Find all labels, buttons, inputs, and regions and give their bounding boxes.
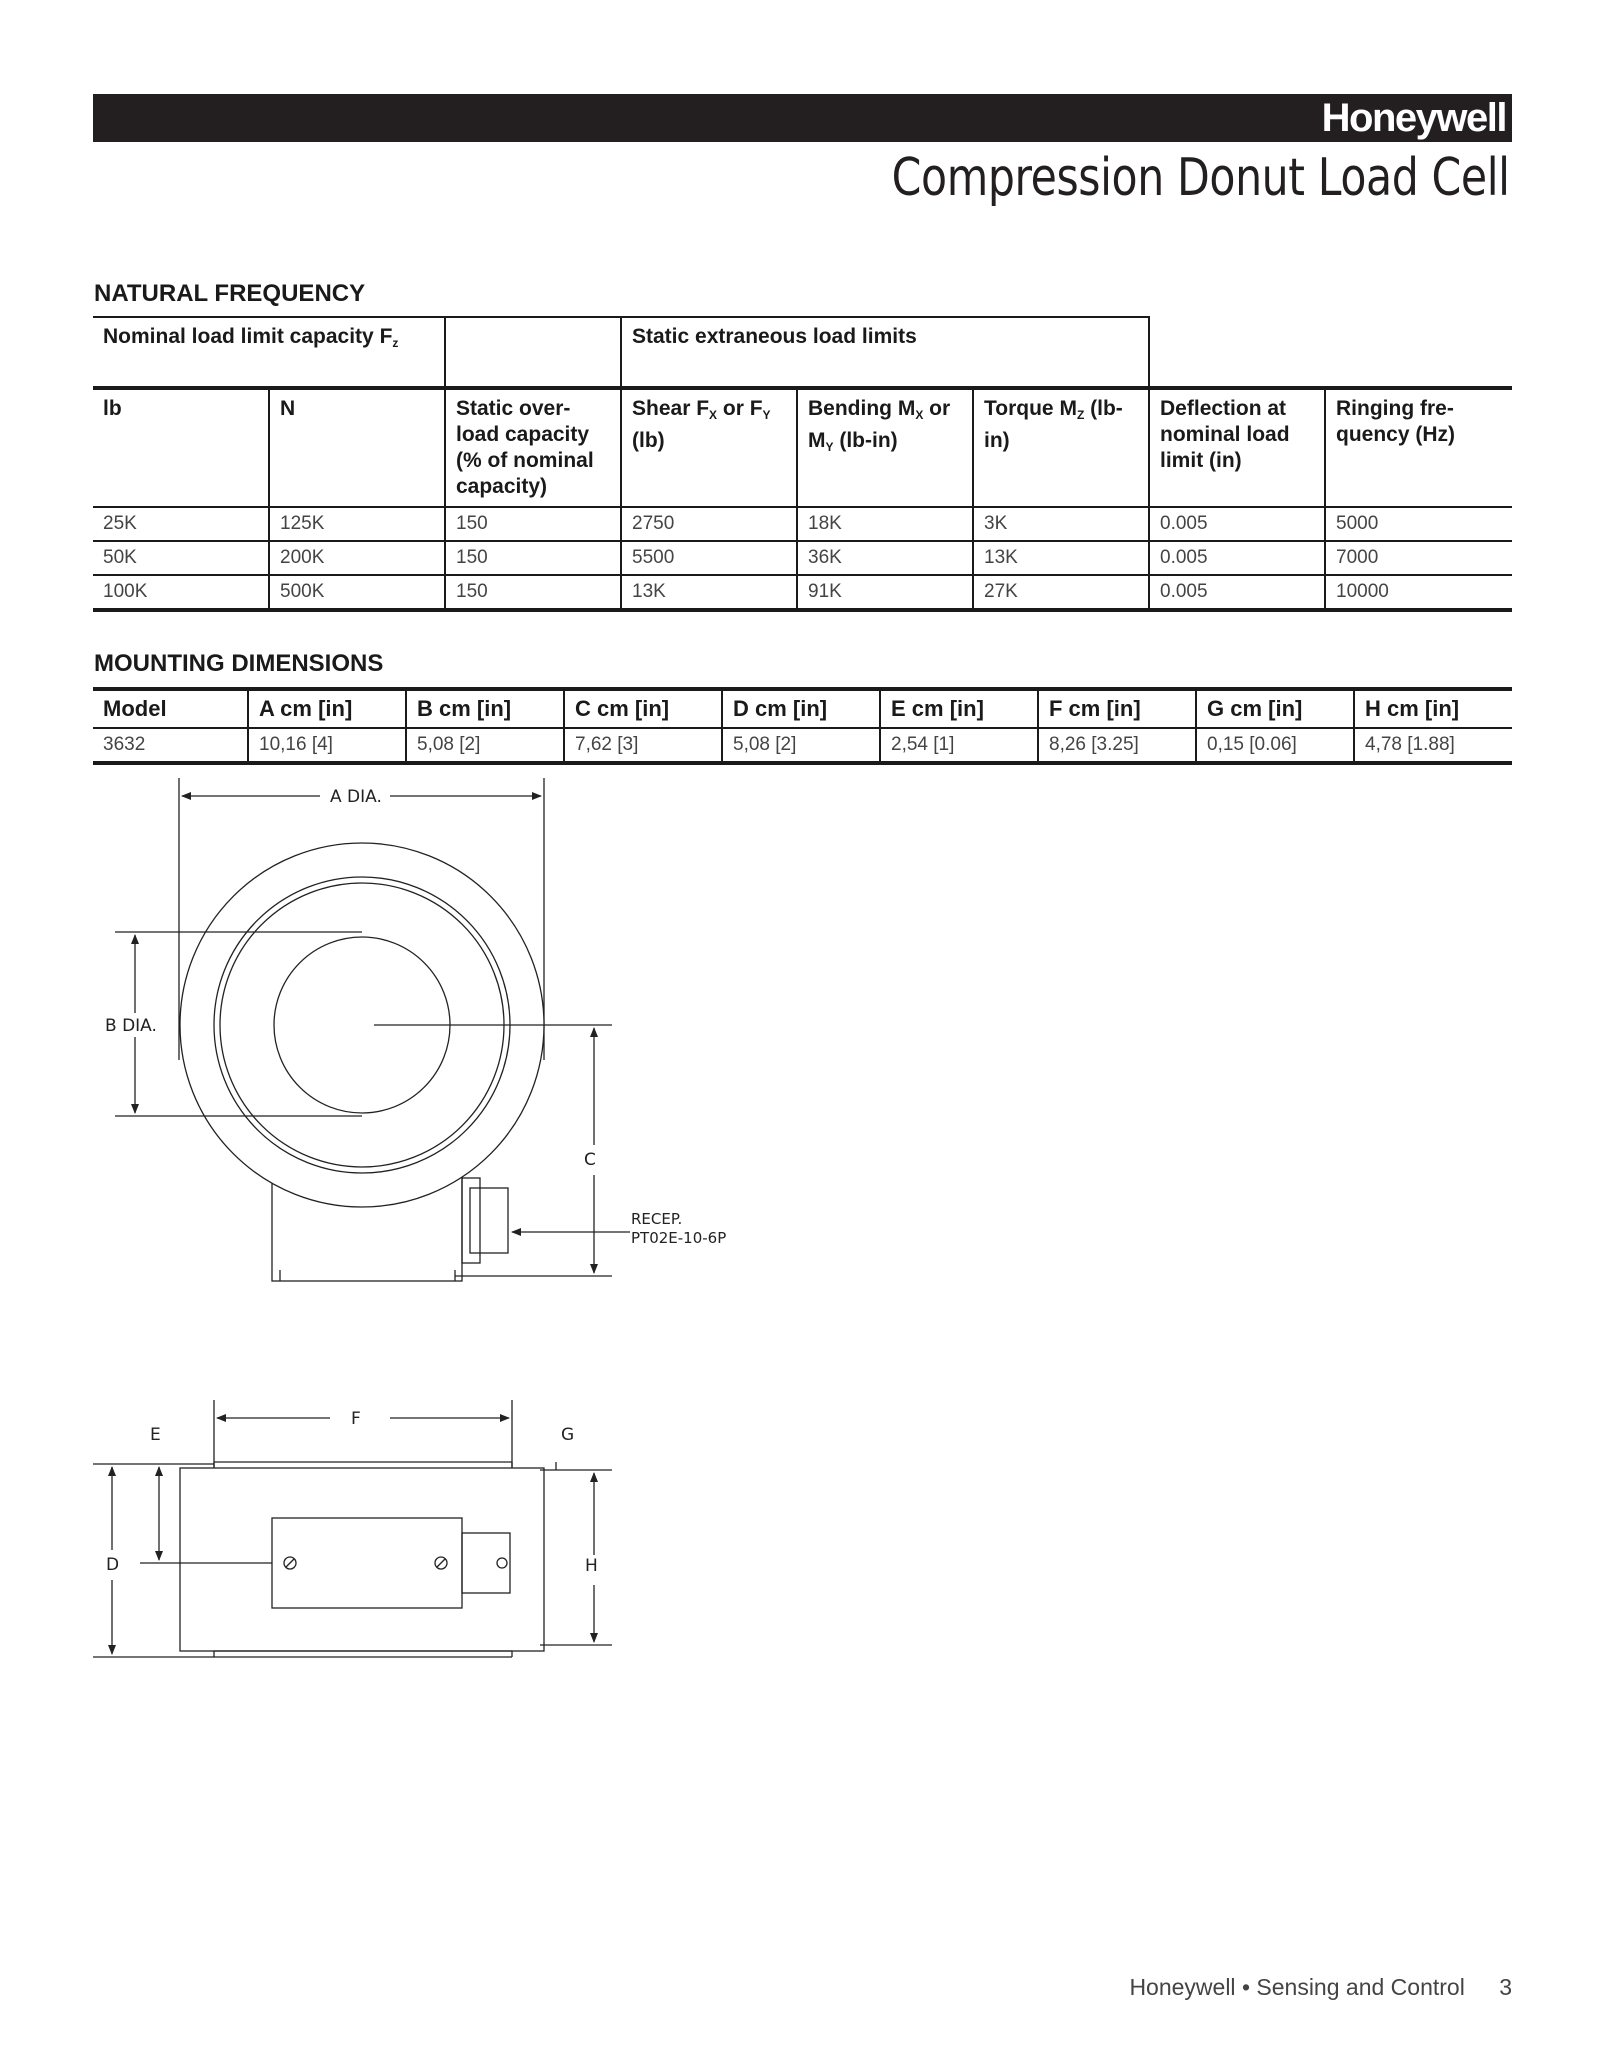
label-e: E	[150, 1425, 161, 1445]
cell: 10,16 [4]	[248, 728, 406, 763]
cell: 91K	[797, 575, 973, 610]
cell: 200K	[269, 541, 445, 575]
page-title: Compression Donut Load Cell	[892, 148, 1510, 208]
label-recep-part: PT02E-10-6P	[631, 1229, 727, 1247]
cell: 8,26 [3.25]	[1038, 728, 1196, 763]
cell: 2750	[621, 507, 797, 541]
col-deflection: Deflection at nominal load limit (in)	[1149, 388, 1325, 507]
cell: 0.005	[1149, 507, 1325, 541]
natural-frequency-table	[93, 316, 1512, 612]
receptacle-side	[462, 1533, 510, 1593]
mount-header-row	[93, 689, 1512, 728]
col-torque: Torque $M_Z$ (lb-in)	[973, 388, 1149, 507]
cell: 0.005	[1149, 575, 1325, 610]
cell: 27K	[973, 575, 1149, 610]
screw-slot	[437, 1559, 445, 1567]
cell: 7000	[1325, 541, 1512, 575]
screw-slot	[286, 1559, 294, 1567]
col-b: B cm [in]	[406, 689, 564, 728]
col-model: Model	[93, 689, 248, 728]
label-d: D	[106, 1555, 120, 1575]
cell: 3K	[973, 507, 1149, 541]
cell: 3632	[93, 728, 248, 763]
extraneous-group-header: Static extraneous load limits	[621, 317, 1149, 388]
label-recep: RECEP.	[631, 1210, 683, 1228]
label-f: F	[351, 1409, 361, 1429]
receptacle-flange	[462, 1178, 480, 1263]
cell: 7,62 [3]	[564, 728, 722, 763]
table-row	[93, 728, 1512, 763]
col-e: E cm [in]	[880, 689, 1038, 728]
receptacle	[470, 1188, 508, 1253]
group-header-spacer	[1149, 317, 1512, 388]
cell: 125K	[269, 507, 445, 541]
load-cell-body	[180, 1468, 544, 1651]
cell: 500K	[269, 575, 445, 610]
label-g: G	[561, 1425, 575, 1445]
col-a: A cm [in]	[248, 689, 406, 728]
col-bending: Bending $M_X$ or $M_Y$ (lb-in)	[797, 388, 973, 507]
col-lb: lb	[93, 388, 269, 507]
col-overload: Static over-load capacity (% of nominal capacity)	[445, 388, 621, 507]
col-ringing: Ringing fre-quency (Hz)	[1325, 388, 1512, 507]
receptacle-pin	[497, 1558, 507, 1568]
cell: 50K	[93, 541, 269, 575]
col-d: D cm [in]	[722, 689, 880, 728]
label-h: H	[585, 1556, 598, 1576]
cell: 5,08 [2]	[722, 728, 880, 763]
top-view	[115, 778, 630, 1281]
footer-company: Honeywell	[1129, 1974, 1236, 2000]
col-shear: Shear $F_X$ or $F_Y$ (lb)	[621, 388, 797, 507]
footer-division: Sensing and Control	[1256, 1974, 1465, 2000]
footer-bullet: •	[1241, 1974, 1250, 2000]
group-header-spacer	[445, 317, 621, 388]
cell: 2,54 [1]	[880, 728, 1038, 763]
brand-logo: Honeywell	[1321, 96, 1506, 140]
table-row	[93, 541, 1512, 575]
table-row	[93, 575, 1512, 610]
label-a: A DIA.	[330, 787, 382, 807]
col-f: F cm [in]	[1038, 689, 1196, 728]
cell: 5,08 [2]	[406, 728, 564, 763]
page-number: 3	[1499, 1974, 1512, 2000]
table-row	[93, 507, 1512, 541]
cell: 150	[445, 507, 621, 541]
col-h: H cm [in]	[1354, 689, 1512, 728]
group-header-row	[93, 317, 1512, 388]
mounting-drawing	[80, 770, 727, 1670]
cell: 150	[445, 575, 621, 610]
cell: 0,15 [0.06]	[1196, 728, 1354, 763]
mounting-dimensions-title: MOUNTING DIMENSIONS	[94, 650, 384, 677]
cell: 13K	[973, 541, 1149, 575]
header-bar	[93, 94, 1512, 142]
footer	[1129, 1974, 1512, 2001]
cell: 13K	[621, 575, 797, 610]
cell: 4,78 [1.88]	[1354, 728, 1512, 763]
cell: 25K	[93, 507, 269, 541]
col-n: N	[269, 388, 445, 507]
cell: 150	[445, 541, 621, 575]
col-g: G cm [in]	[1196, 689, 1354, 728]
label-b: B DIA.	[105, 1016, 157, 1036]
nominal-group-header: Nominal load limit capacity $F_z$	[93, 317, 445, 388]
natural-frequency-title: NATURAL FREQUENCY	[94, 280, 366, 307]
cell: 18K	[797, 507, 973, 541]
col-c: C cm [in]	[564, 689, 722, 728]
cell: 10000	[1325, 575, 1512, 610]
column-header-row	[93, 388, 1512, 507]
mounting-dimensions-table	[93, 687, 1512, 765]
cell: 5000	[1325, 507, 1512, 541]
label-c: C	[584, 1150, 596, 1170]
cell: 100K	[93, 575, 269, 610]
connector-housing-side	[272, 1518, 462, 1608]
cell: 5500	[621, 541, 797, 575]
cell: 0.005	[1149, 541, 1325, 575]
cell: 36K	[797, 541, 973, 575]
side-view	[93, 1400, 612, 1657]
